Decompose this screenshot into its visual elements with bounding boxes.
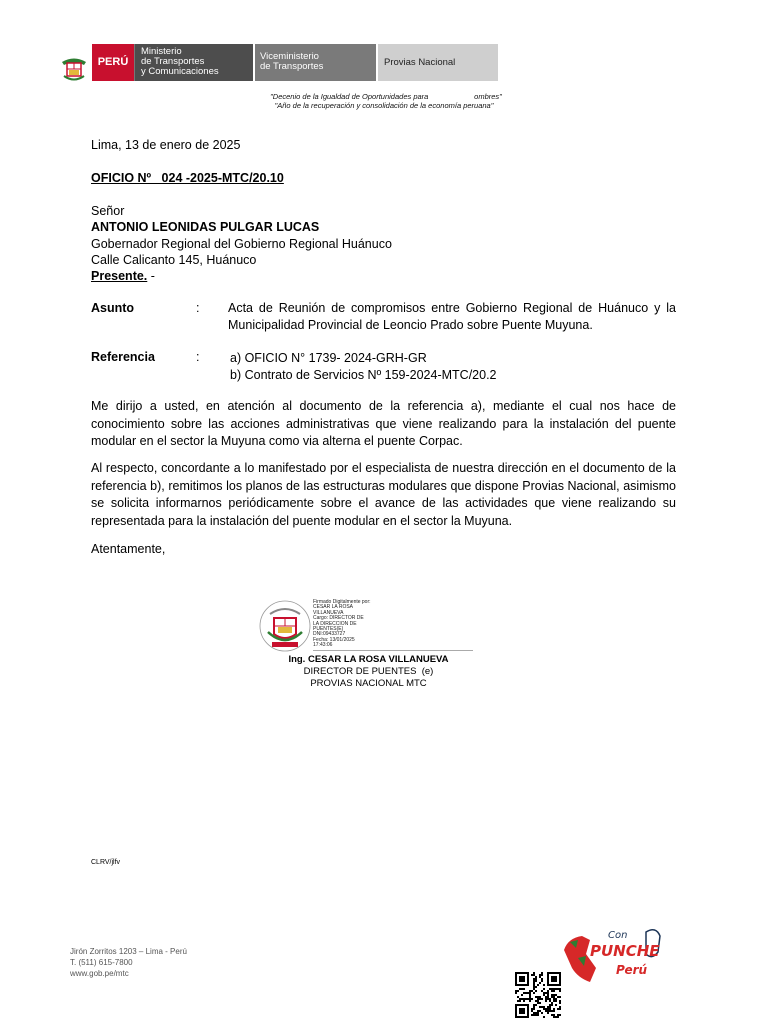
footer-address: Jirón Zorritos 1203 – Lima - Perú: [70, 947, 187, 956]
vice-line-1: Viceministerio: [260, 51, 319, 62]
digital-signature-meta: [313, 600, 383, 649]
ministry-block: [134, 44, 253, 81]
oficio-number: OFICIO Nº 024 -2025-MTC/20.10: [91, 171, 284, 185]
sig-meta-line-5: LA DIRECCION DE: [313, 620, 357, 627]
sig-meta-line-1: Firmado Digitalmente por:: [313, 599, 371, 605]
ministry-line-1: Ministerio: [141, 46, 182, 57]
campaign-con: Con: [608, 930, 628, 941]
referencia-a: a) OFICIO N° 1739- 2024-GRH-GR: [230, 351, 427, 365]
asunto-label: Asunto: [91, 301, 135, 315]
signatory-role: DIRECTOR DE PUENTES (e): [303, 666, 434, 677]
recipient-name: ANTONIO LEONIDAS PULGAR LUCAS: [91, 220, 320, 234]
coat-of-arms-icon: [60, 56, 88, 82]
presente-suffix: -: [147, 269, 155, 283]
con-punche-peru-logo: [560, 920, 665, 985]
signature-rule: [313, 650, 473, 651]
sig-meta-line-3: VILLANUEVA: [313, 609, 344, 616]
recipient-title: Gobernador Regional del Gobierno Regional Huánuco: [91, 237, 392, 251]
footer-website[interactable]: www.gob.pe/mtc: [70, 969, 129, 978]
peru-seal-icon: [258, 598, 312, 654]
footer-phone: T. (511) 615-7800: [70, 958, 133, 967]
body-paragraph-2: Al respecto, concordante a lo manifestado por el especialista de nuestra dirección en el documento de la referencia b), remitimos los planos de las estructuras modulares que dispone Provias Nacional, asimismo se solicita informarnos periódicamente sobre el avance de las actividades que viene realizando su representada para la instalación del puente modular en el sector la Muyuna.: [91, 461, 676, 528]
referencia-label: Referencia: [91, 350, 155, 364]
closing: Atentamente,: [91, 542, 166, 556]
campaign-peru: Perú: [616, 963, 648, 977]
ministry-line-3: y Comunicaciones: [141, 66, 219, 77]
place-date: Lima, 13 de enero de 2025: [91, 138, 241, 152]
presente-label: Presente.: [91, 269, 148, 283]
recipient-address: Calle Calicanto 145, Huánuco: [91, 253, 257, 267]
salutation: Señor: [91, 204, 125, 218]
referencia-colon: :: [196, 350, 200, 364]
campaign-punche: PUNCHE: [590, 942, 660, 960]
sig-meta-line-2: CESAR LA ROSA: [313, 604, 354, 611]
qr-code-icon: [515, 972, 561, 1018]
ministry-line-2: de Transportes: [141, 56, 205, 67]
typist-initials: CLRV/jlfv: [91, 859, 121, 866]
asunto-colon: :: [196, 301, 200, 315]
asunto-text: Acta de Reunión de compromisos entre Gobierno Regional de Huánuco y la Municipalidad Provincial de Leoncio Prado sobre Puente Muyuna.: [228, 301, 676, 332]
decenio-motto: "Decenio de la Igualdad de Oportunidades para ombres": [270, 92, 502, 101]
sig-meta-line-6: PUENTES(E): [313, 626, 344, 633]
sig-meta-line-9: 17:43:06: [313, 642, 333, 649]
body-paragraph-1: Me dirijo a usted, en atención al documento de la referencia a), mediante el cual nos hace de conocimiento sobre las acciones administrativas que viene realizando para la instalación del puente modular en el sector la Muyuna como via alterna el puente Corpac.: [91, 399, 676, 448]
vice-line-2: de Transportes: [260, 61, 324, 72]
sig-meta-line-7: DNI:09433727: [313, 631, 346, 638]
referencia-b: b) Contrato de Servicios Nº 159-2024-MTC/20.2: [230, 368, 497, 382]
sig-meta-line-8: Fecha: 13/01/2025: [313, 636, 355, 643]
signatory-name: Ing. CESAR LA ROSA VILLANUEVA: [288, 654, 449, 665]
peru-badge: PERÚ: [92, 44, 134, 81]
presente-line: [91, 268, 155, 285]
signatory-org: PROVIAS NACIONAL MTC: [310, 678, 427, 689]
sig-meta-line-4: Cargo: DIRECTOR DE: [313, 615, 364, 622]
provias-block: Provias Nacional: [378, 44, 498, 81]
year-motto: "Año de la recuperación y consolidación de la economía peruana": [274, 101, 494, 110]
viceministry-block: [255, 44, 376, 81]
